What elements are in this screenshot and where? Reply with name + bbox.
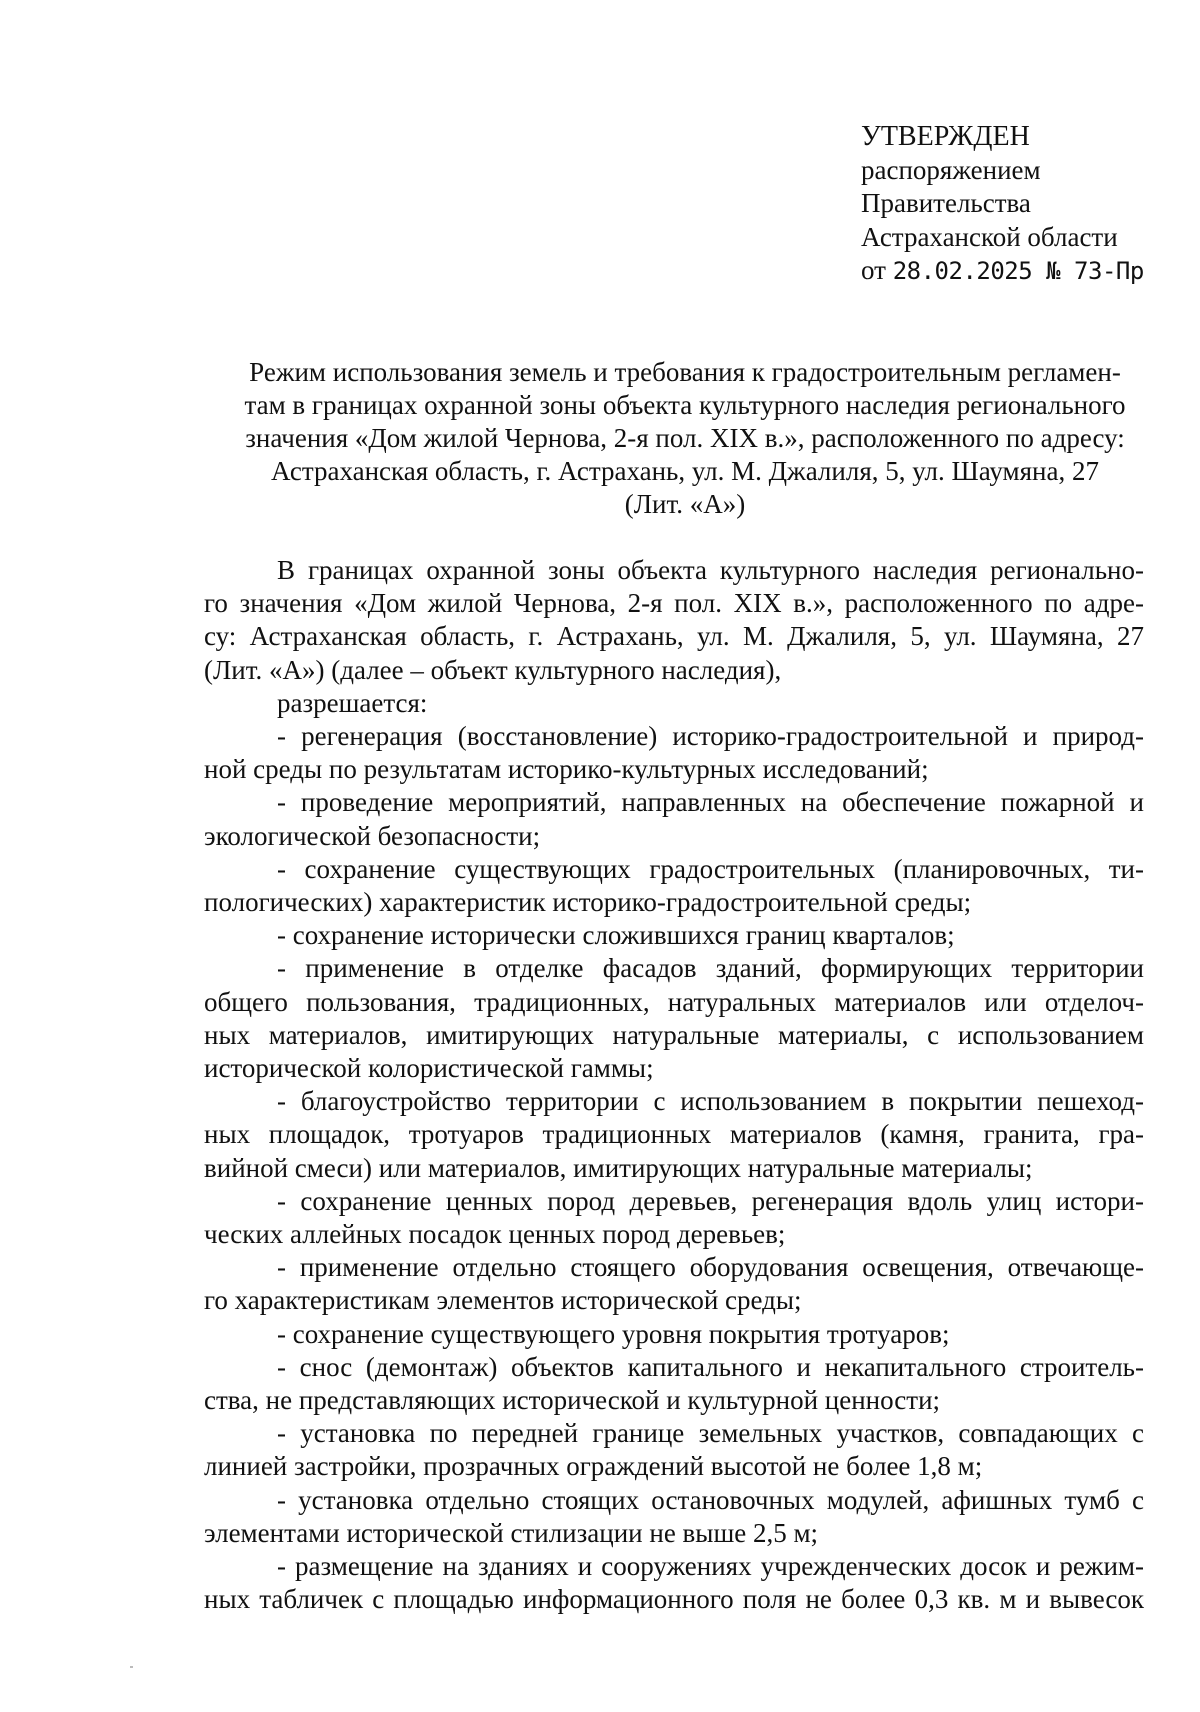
body-line: ной среды по результатам историко-культурных исследований; bbox=[204, 754, 929, 785]
body-line: ных табличек с площадью информационного поля не более 0,3 кв. м и вывесок bbox=[204, 1584, 1144, 1615]
body-line: общего пользования, традиционных, натуральных материалов или отделоч- bbox=[204, 986, 1144, 1017]
scan-speck bbox=[130, 1666, 133, 1668]
body-line: линией застройки, прозрачных ограждений высотой не более 1,8 м; bbox=[204, 1451, 983, 1482]
approval-date-number: 28.02.2025 № 73-Пр bbox=[892, 257, 1144, 285]
body-line: - сохранение исторически сложившихся границ кварталов; bbox=[277, 920, 955, 951]
body-line: - применение в отделке фасадов зданий, формирующих территории bbox=[277, 953, 1144, 984]
approval-date-prefix: от bbox=[861, 255, 886, 285]
body-line: - снос (демонтаж) объектов капитального и некапитального строитель- bbox=[277, 1351, 1144, 1382]
document-title bbox=[200, 356, 1170, 521]
body-line: го характеристикам элементов исторической среды; bbox=[204, 1285, 802, 1316]
body-line: элементами исторической стилизации не выше 2,5 м; bbox=[204, 1517, 819, 1548]
approval-date-line bbox=[861, 254, 1191, 289]
body-line: - установка по передней границе земельных участков, совпадающих с bbox=[277, 1418, 1144, 1449]
body-line: пологических) характеристик историко-градостроительной среды; bbox=[204, 887, 972, 918]
approval-line: Астраханской области bbox=[861, 221, 1118, 252]
body-line: ства, не представляющих исторической и культурной ценности; bbox=[204, 1385, 941, 1416]
body-line: ных материалов, имитирующих натуральные материалы, с использованием bbox=[204, 1019, 1144, 1050]
body-line: экологической безопасности; bbox=[204, 820, 541, 851]
body-line: - установка отдельно стоящих остановочных модулей, афишных тумб с bbox=[277, 1484, 1144, 1515]
body-line: исторической колористической гаммы; bbox=[204, 1053, 654, 1084]
body-line: - регенерация (восстановление) историко-градостроительной и природ- bbox=[277, 721, 1144, 752]
body-line: - проведение мероприятий, направленных на обеспечение пожарной и bbox=[277, 787, 1144, 818]
document-body bbox=[204, 554, 1144, 1617]
body-line: (Лит. «А») (далее – объект культурного наследия), bbox=[204, 654, 782, 685]
approval-block bbox=[861, 120, 1191, 289]
body-line: В границах охранной зоны объекта культурного наследия регионально- bbox=[277, 555, 1144, 585]
body-line: го значения «Дом жилой Чернова, 2-я пол. XIX в.», расположенного по адре- bbox=[204, 588, 1144, 619]
title-line: там в границах охранной зоны объекта культурного наследия регионального bbox=[244, 390, 1126, 420]
body-line: - сохранение существующих градостроительных (планировочных, ти- bbox=[277, 853, 1144, 884]
body-line: вийной смеси) или материалов, имитирующих натуральные материалы; bbox=[204, 1152, 1033, 1183]
title-line: (Лит. «А») bbox=[624, 489, 746, 519]
body-line: ческих аллейных посадок ценных пород деревьев; bbox=[204, 1219, 786, 1250]
approval-heading: УТВЕРЖДЕН bbox=[861, 121, 1030, 152]
approval-line: Правительства bbox=[861, 188, 1031, 218]
approval-line: распоряжением bbox=[861, 154, 1041, 185]
title-line: Режим использования земель и требования к градостроительным регламен- bbox=[249, 357, 1121, 387]
body-line: - размещение на зданиях и сооружениях учрежденческих досок и режим- bbox=[277, 1551, 1144, 1582]
title-line: значения «Дом жилой Чернова, 2-я пол. XIX в.», расположенного по адресу: bbox=[245, 423, 1125, 453]
body-line: - благоустройство территории с использованием в покрытии пешеход- bbox=[277, 1086, 1144, 1117]
body-line: ных площадок, тротуаров традиционных материалов (камня, гранита, гра- bbox=[204, 1119, 1144, 1150]
body-line: су: Астраханская область, г. Астрахань, ул. М. Джалиля, 5, ул. Шаумяна, 27 bbox=[204, 621, 1144, 652]
body-line: разрешается: bbox=[277, 687, 428, 718]
body-line: - сохранение существующего уровня покрытия тротуаров; bbox=[277, 1318, 950, 1349]
title-line: Астраханская область, г. Астрахань, ул. М. Джалиля, 5, ул. Шаумяна, 27 bbox=[271, 456, 1099, 486]
body-line: - применение отдельно стоящего оборудования освещения, отвечающе- bbox=[277, 1252, 1144, 1283]
body-line: - сохранение ценных пород деревьев, регенерация вдоль улиц истори- bbox=[277, 1185, 1144, 1216]
